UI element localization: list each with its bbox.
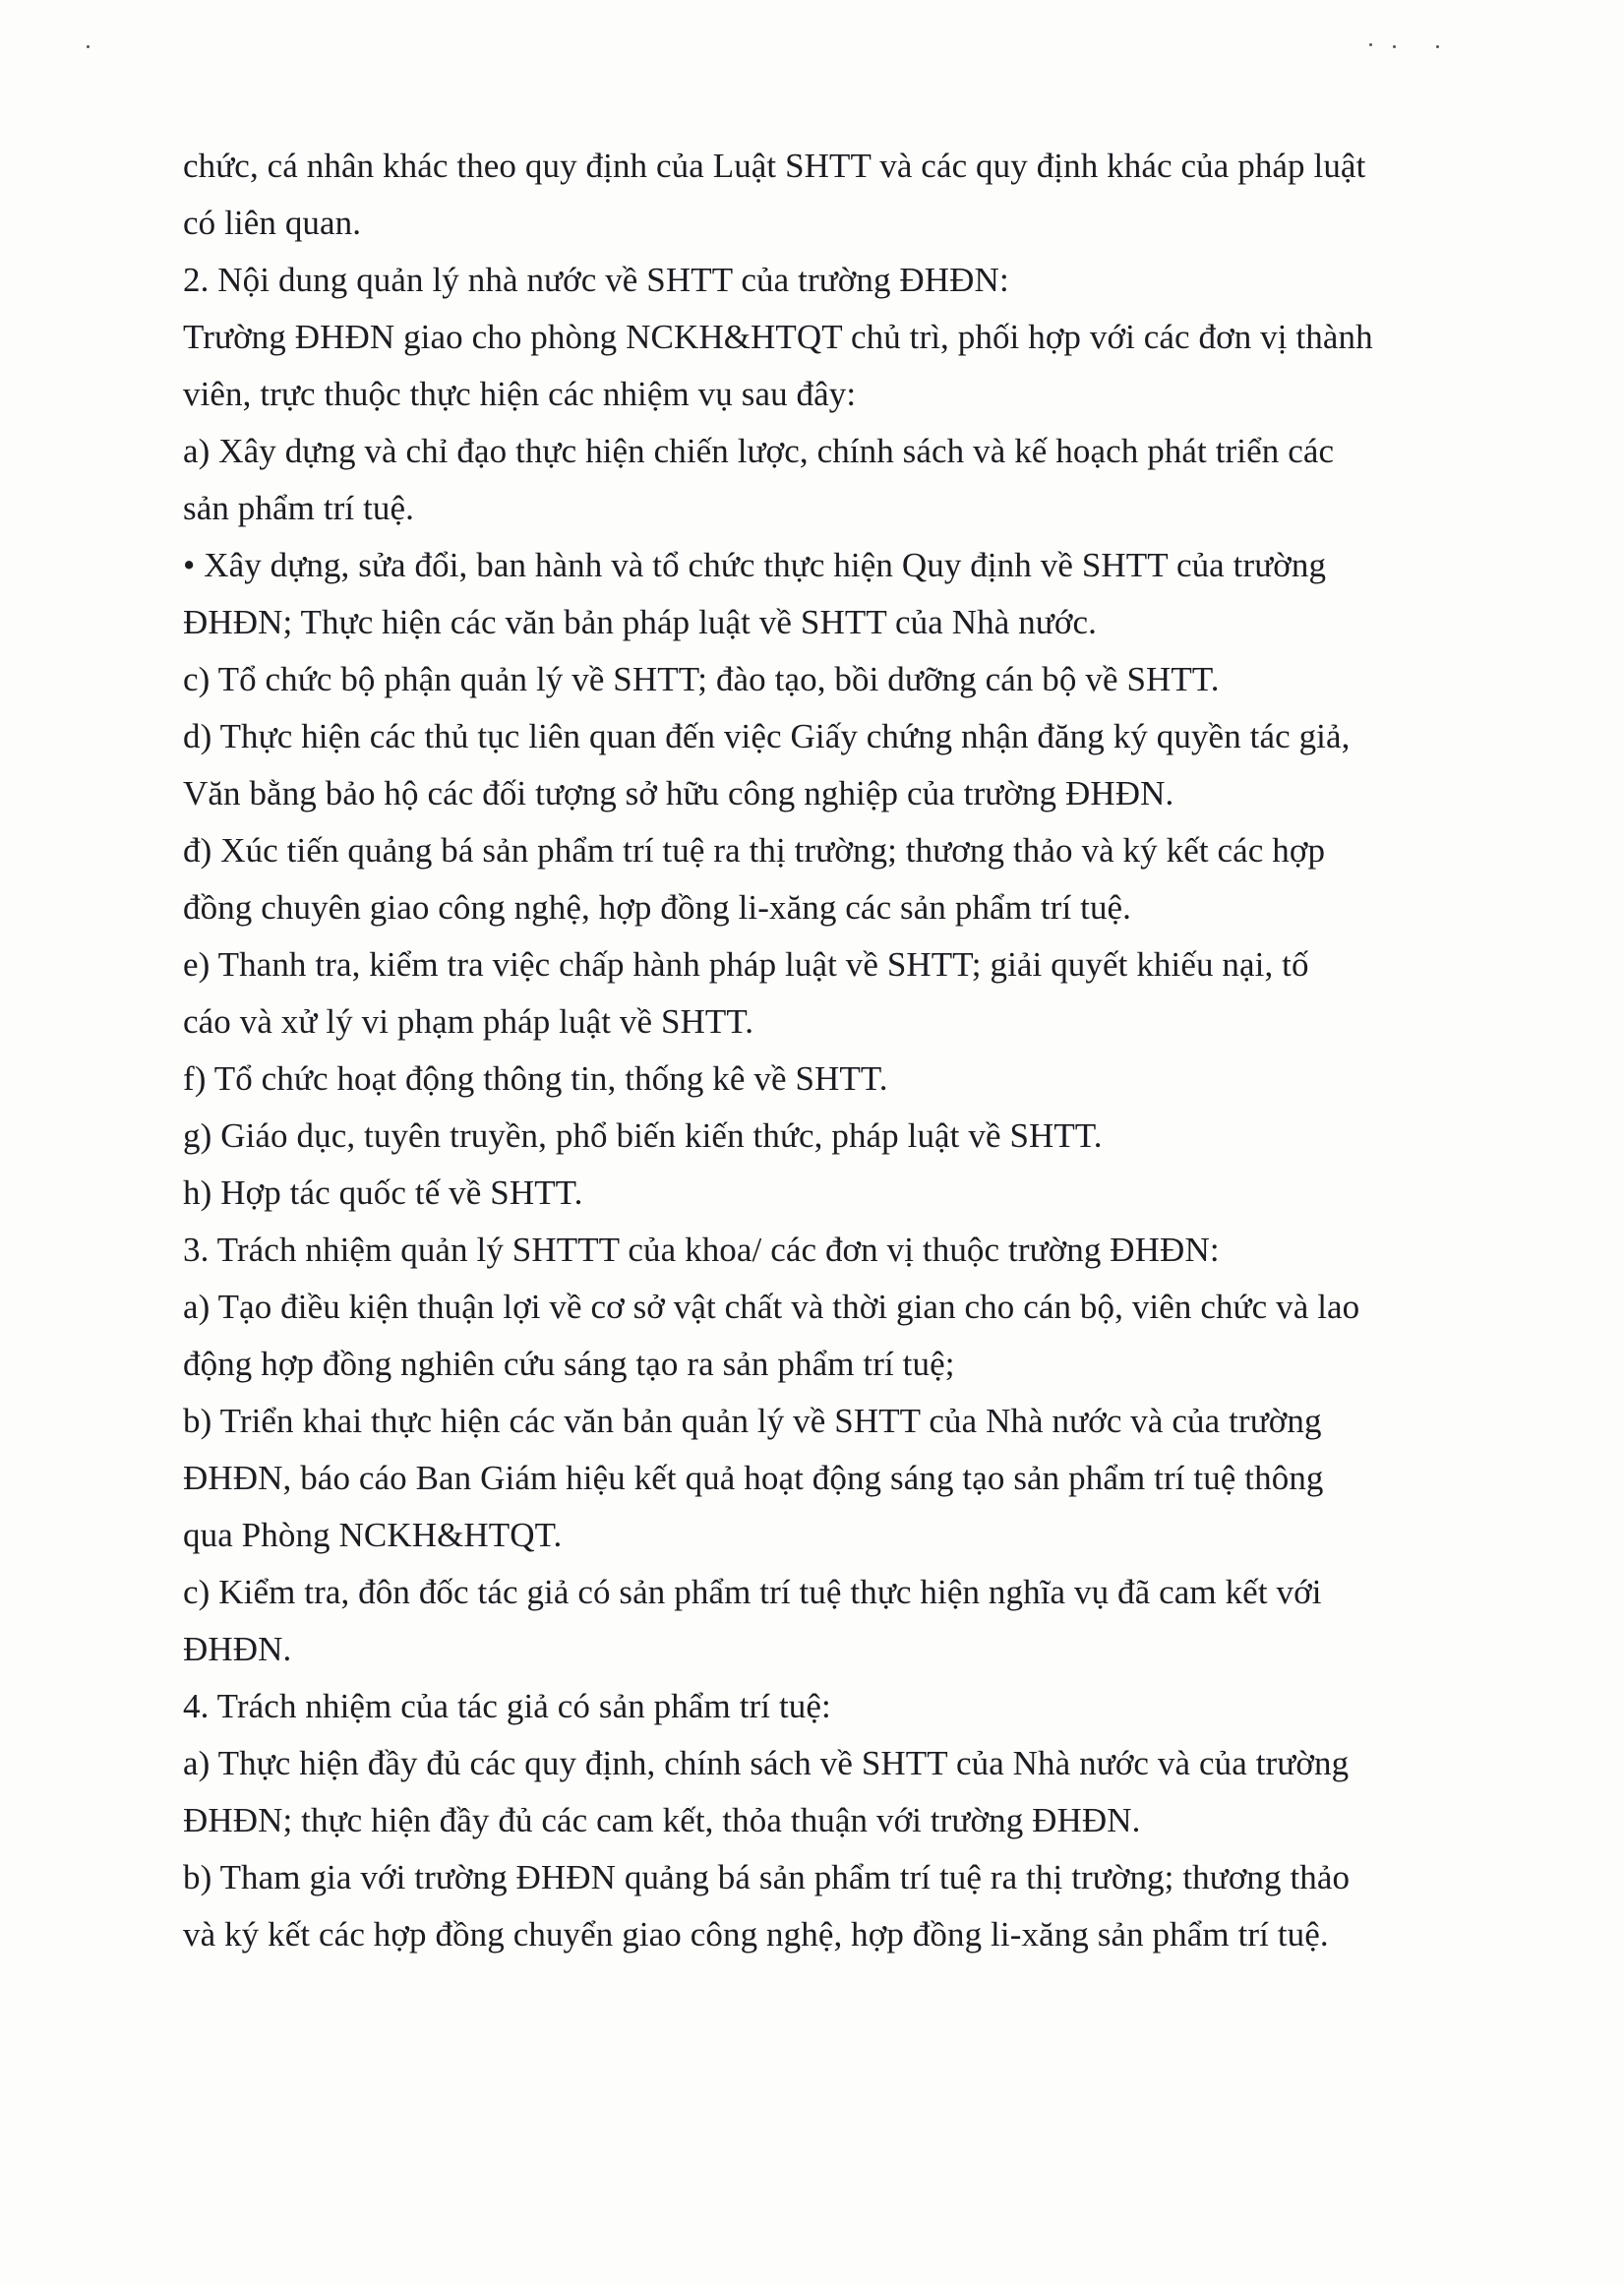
- text-line: và ký kết các hợp đồng chuyển giao công nghệ, hợp đồng li-xăng sản phẩm trí tuệ.: [183, 1915, 1329, 1954]
- text-line: 4. Trách nhiệm của tác giả có sản phẩm trí tuệ:: [183, 1687, 831, 1725]
- text-line: • Xây dựng, sửa đổi, ban hành và tổ chức thực hiện Quy định về SHTT của trường: [183, 546, 1327, 584]
- text-line: b) Tham gia với trường ĐHĐN quảng bá sản phẩm trí tuệ ra thị trường; thương thảo: [183, 1858, 1351, 1896]
- scan-speck: [87, 45, 90, 48]
- text-line: 3. Trách nhiệm quản lý SHTTT của khoa/ các đơn vị thuộc trường ĐHĐN:: [183, 1231, 1220, 1269]
- text-line: Trường ĐHĐN giao cho phòng NCKH&HTQT chủ trì, phối hợp với các đơn vị thành: [183, 318, 1373, 356]
- text-line: viên, trực thuộc thực hiện các nhiệm vụ sau đây:: [183, 375, 857, 413]
- document-body: [183, 138, 1462, 1963]
- text-line: qua Phòng NCKH&HTQT.: [183, 1516, 563, 1554]
- scan-speck: [1393, 45, 1396, 48]
- scan-speck: [1436, 45, 1439, 48]
- text-line: 2. Nội dung quản lý nhà nước về SHTT của trường ĐHĐN:: [183, 261, 1009, 299]
- text-line: ĐHĐN, báo cáo Ban Giám hiệu kết quả hoạt động sáng tạo sản phẩm trí tuệ thông: [183, 1459, 1324, 1497]
- text-line: a) Xây dựng và chỉ đạo thực hiện chiến lược, chính sách và kế hoạch phát triển các: [183, 432, 1335, 470]
- text-line: có liên quan.: [183, 204, 362, 242]
- text-line: g) Giáo dục, tuyên truyền, phổ biến kiến thức, pháp luật về SHTT.: [183, 1116, 1103, 1155]
- text-line: f) Tổ chức hoạt động thông tin, thống kê về SHTT.: [183, 1059, 888, 1098]
- text-line: ĐHĐN; Thực hiện các văn bản pháp luật về SHTT của Nhà nước.: [183, 603, 1097, 641]
- text-line: đ) Xúc tiến quảng bá sản phẩm trí tuệ ra thị trường; thương thảo và ký kết các hợp: [183, 831, 1326, 870]
- text-line: a) Tạo điều kiện thuận lợi về cơ sở vật chất và thời gian cho cán bộ, viên chức và lao: [183, 1288, 1360, 1326]
- text-line: a) Thực hiện đầy đủ các quy định, chính sách về SHTT của Nhà nước và của trường: [183, 1744, 1350, 1782]
- text-line: ĐHĐN.: [183, 1630, 292, 1668]
- text-line: sản phẩm trí tuệ.: [183, 489, 414, 527]
- text-line: c) Kiểm tra, đôn đốc tác giả có sản phẩm trí tuệ thực hiện nghĩa vụ đã cam kết với: [183, 1573, 1322, 1611]
- text-line: Văn bằng bảo hộ các đối tượng sở hữu công nghiệp của trường ĐHĐN.: [183, 774, 1174, 812]
- text-line: đồng chuyên giao công nghệ, hợp đồng li-xăng các sản phẩm trí tuệ.: [183, 888, 1132, 927]
- text-line: cáo và xử lý vi phạm pháp luật về SHTT.: [183, 1002, 754, 1041]
- text-line: chức, cá nhân khác theo quy định của Luật SHTT và các quy định khác của pháp luật: [183, 147, 1366, 185]
- text-line: ĐHĐN; thực hiện đầy đủ các cam kết, thỏa thuận với trường ĐHĐN.: [183, 1801, 1141, 1839]
- scan-speck: [1369, 43, 1372, 46]
- text-line: động hợp đồng nghiên cứu sáng tạo ra sản phẩm trí tuệ;: [183, 1345, 955, 1383]
- text-line: e) Thanh tra, kiểm tra việc chấp hành pháp luật về SHTT; giải quyết khiếu nại, tố: [183, 945, 1309, 984]
- text-line: b) Triển khai thực hiện các văn bản quản lý về SHTT của Nhà nước và của trường: [183, 1402, 1322, 1440]
- text-line: d) Thực hiện các thủ tục liên quan đến việc Giấy chứng nhận đăng ký quyền tác giả,: [183, 717, 1351, 755]
- text-line: c) Tổ chức bộ phận quản lý về SHTT; đào tạo, bồi dưỡng cán bộ về SHTT.: [183, 660, 1220, 698]
- text-line: h) Hợp tác quốc tế về SHTT.: [183, 1173, 583, 1212]
